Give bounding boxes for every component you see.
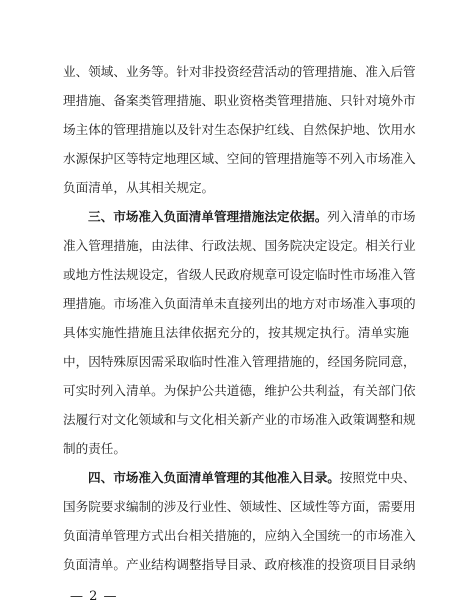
- text-line: 具体实施性措施且法律依据充分的，按其规定执行。清单实施: [63, 325, 409, 340]
- page-number: — 2 —: [70, 589, 118, 604]
- text-line: 制的责任。: [63, 441, 126, 456]
- text-line: 中，因特殊原因需采取临时性准入管理措施的，经国务院同意，: [63, 354, 416, 369]
- text-line: 水源保护区等特定地理区域、空间的管理措施等不列入市场准入: [63, 151, 416, 166]
- text-line: 理措施。市场准入负面清单未直接列出的地方对市场准入事项的: [63, 296, 416, 311]
- text-line: 负面清单管理方式出台相关措施的，应纳入全国统一的市场准入: [63, 528, 416, 543]
- text-line: 场主体的管理措施以及针对生态保护红线、自然保护地、饮用水: [63, 122, 416, 137]
- text-line: 国务院要求编制的涉及行业性、领域性、区域性等方面，需要用: [63, 499, 416, 514]
- text-line: 负面清单，从其相关规定。: [63, 180, 215, 195]
- text-line: 负面清单。产业结构调整指导目录、政府核准的投资项目目录纳: [63, 557, 416, 572]
- text-line: 法履行对文化领域和与文化相关新产业的市场准入政策调整和规: [63, 412, 416, 427]
- text-line: 准入管理措施，由法律、行政法规、国务院决定设定。相关行业: [63, 238, 416, 253]
- text-line: 可实时列入清单。为保护公共道德，维护公共利益，有关部门依: [63, 383, 416, 398]
- section-3-first-line: [88, 207, 416, 227]
- section-4-heading: 四、市场准入负面清单管理的其他准入目录。: [88, 470, 340, 485]
- text-line: 理措施、备案类管理措施、职业资格类管理措施、只针对境外市: [63, 93, 416, 108]
- section-3-text: 列入清单的市场: [327, 209, 416, 224]
- text-line: 业、领域、业务等。针对非投资经营活动的管理措施、准入后管: [63, 64, 416, 79]
- section-3-heading: 三、市场准入负面清单管理措施法定依据。: [88, 209, 328, 224]
- section-4-text: 按照党中央、: [339, 470, 416, 485]
- section-4-first-line: [88, 468, 416, 488]
- text-line: 或地方性法规设定，省级人民政府规章可设定临时性市场准入管: [63, 267, 416, 282]
